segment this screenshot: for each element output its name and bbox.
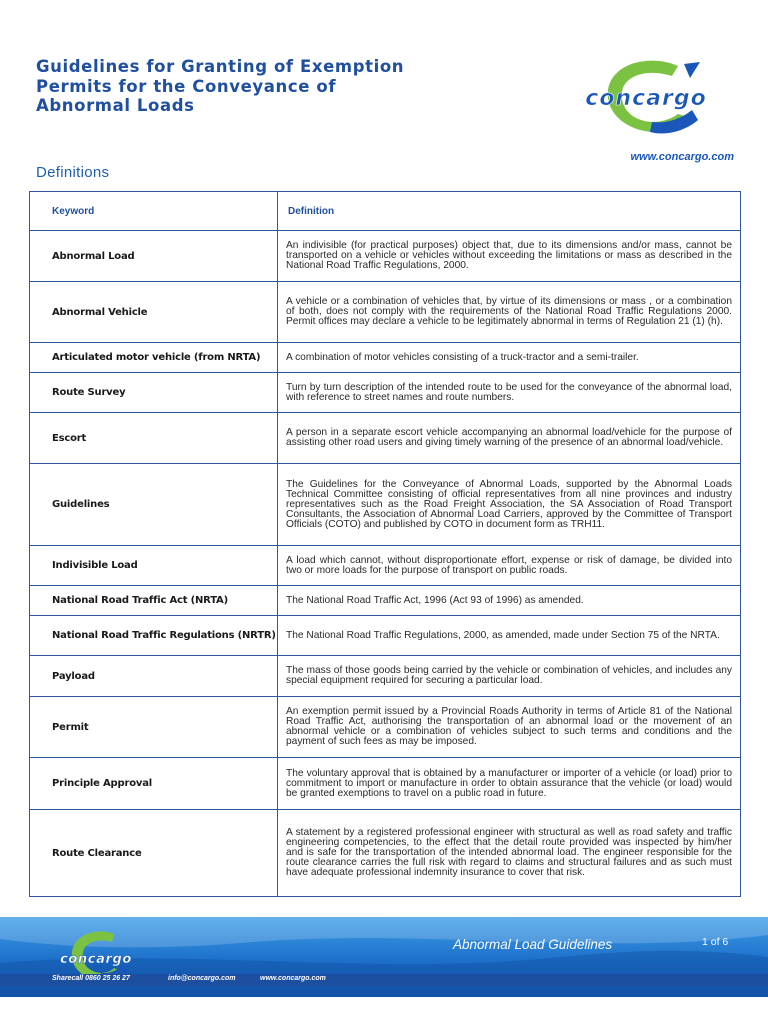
concargo-logo (560, 58, 734, 138)
contact-bar (0, 974, 768, 986)
table-row (30, 758, 741, 810)
keyword-cell: Articulated motor vehicle (from NRTA) (30, 343, 278, 373)
sharecall-number: Sharecall 0860 25 26 27 (52, 975, 130, 982)
keyword-cell: Principle Approval (30, 758, 278, 810)
logo-text: concargo (585, 86, 707, 111)
keyword-cell: Guidelines (30, 464, 278, 546)
table-row (30, 373, 741, 413)
table-row (30, 546, 741, 586)
definition-cell: A load which cannot, without disproportionate effort, expense or risk of damage, be divided into two or more loads for the purpose of transport on public roads. (278, 546, 741, 586)
keyword-cell: National Road Traffic Act (NRTA) (30, 586, 278, 616)
keyword-cell: Route Survey (30, 373, 278, 413)
definition-cell: An exemption permit issued by a Provincial Roads Authority in terms of Article 81 of the National Road Traffic Act, authorising the transportation of an abnormal load or the movement of an abnormal vehicle or a combination of vehicles subject to such terms and conditions and the payment of such fees as may be imposed. (278, 697, 741, 758)
title-line-3: Abnormal Loads (36, 96, 195, 115)
keyword-cell: Permit (30, 697, 278, 758)
definition-cell: The National Road Traffic Act, 1996 (Act 93 of 1996) as amended. (278, 586, 741, 616)
definition-cell: A combination of motor vehicles consisting of a truck-tractor and a semi-trailer. (278, 343, 741, 373)
footer-website-link[interactable]: www.concargo.com (260, 975, 326, 982)
definition-cell: The Guidelines for the Conveyance of Abnormal Loads, supported by the Abnormal Loads Technical Committee consisting of official representatives from all nine provinces and industry representatives such as the Road Freight Association, the SA Association of Road Transport Consultants, the Association of Abnormal Load Carriers, approved by the Committee of Transport Officials (COTO) and published by COTO in document form as TRH11. (278, 464, 741, 546)
keyword-cell: Abnormal Load (30, 231, 278, 282)
definition-cell: An indivisible (for practical purposes) object that, due to its dimensions and/or mass, cannot be transported on a vehicle or vehicles without exceeding the limitations or mass as described in the National Road Traffic Regulations, 2000. (278, 231, 741, 282)
table-row (30, 656, 741, 697)
table-row (30, 616, 741, 656)
definition-column-header: Definition (278, 192, 741, 231)
section-heading: Definitions (36, 164, 110, 181)
keyword-column-header: Keyword (30, 192, 278, 231)
document-title (36, 57, 536, 116)
table-row (30, 231, 741, 282)
footer-title: Abnormal Load Guidelines (453, 937, 613, 952)
table-row (30, 697, 741, 758)
definition-cell: The voluntary approval that is obtained by a manufacturer or importer of a vehicle (or load) prior to commitment to import or manufacture in order to obtain assurance that the vehicle (or load) would be granted exemptions to travel on a public road in future. (278, 758, 741, 810)
footer-logo-text: concargo (60, 952, 132, 967)
header-website-link[interactable]: www.concargo.com (630, 151, 734, 163)
keyword-cell: Route Clearance (30, 810, 278, 897)
page-number: 1 of 6 (702, 936, 729, 948)
table-row (30, 413, 741, 464)
definition-cell: A statement by a registered professional engineer with structural as well as road safety and traffic engineering competencies, to the effect that the detail route provided was inspected by him/her and is safe for the transportation of the intended abnormal load. The engineer responsible for the route clearance carries the full risk with regard to claims and structural failures and as such must have adequate professional indemnity insurance to cover that risk. (278, 810, 741, 897)
title-line-1: Guidelines for Granting of Exemption (36, 57, 405, 76)
definition-cell: A vehicle or a combination of vehicles that, by virtue of its dimensions or mass , or a combination of both, does not comply with the requirements of the National Road Traffic Regulations 2000. Permit offices may declare a vehicle to be legitimately abnormal in terms of Regulation 21 (1) (h). (278, 282, 741, 343)
keyword-cell: National Road Traffic Regulations (NRTR) (30, 616, 278, 656)
definition-cell: Turn by turn description of the intended route to be used for the conveyance of the abnormal load, with reference to street names and route numbers. (278, 373, 741, 413)
keyword-cell: Indivisible Load (30, 546, 278, 586)
table-row (30, 343, 741, 373)
keyword-cell: Abnormal Vehicle (30, 282, 278, 343)
table-row (30, 282, 741, 343)
definitions-table (29, 191, 741, 897)
definition-cell: The mass of those goods being carried by the vehicle or combination of vehicles, and includes any special equipment required for securing a particular load. (278, 656, 741, 697)
table-row (30, 810, 741, 897)
title-line-2: Permits for the Conveyance of (36, 76, 337, 96)
table-row (30, 464, 741, 546)
definition-cell: A person in a separate escort vehicle accompanying an abnormal load/vehicle for the purpose of assisting other road users and giving timely warning of the presence of an abnormal load/vehicle. (278, 413, 741, 464)
definition-cell: The National Road Traffic Regulations, 2000, as amended, made under Section 75 of the NRTA. (278, 616, 741, 656)
keyword-cell: Payload (30, 656, 278, 697)
keyword-cell: Escort (30, 413, 278, 464)
contact-email-link[interactable]: info@concargo.com (168, 975, 236, 982)
table-header-row (30, 192, 741, 231)
table-row (30, 586, 741, 616)
